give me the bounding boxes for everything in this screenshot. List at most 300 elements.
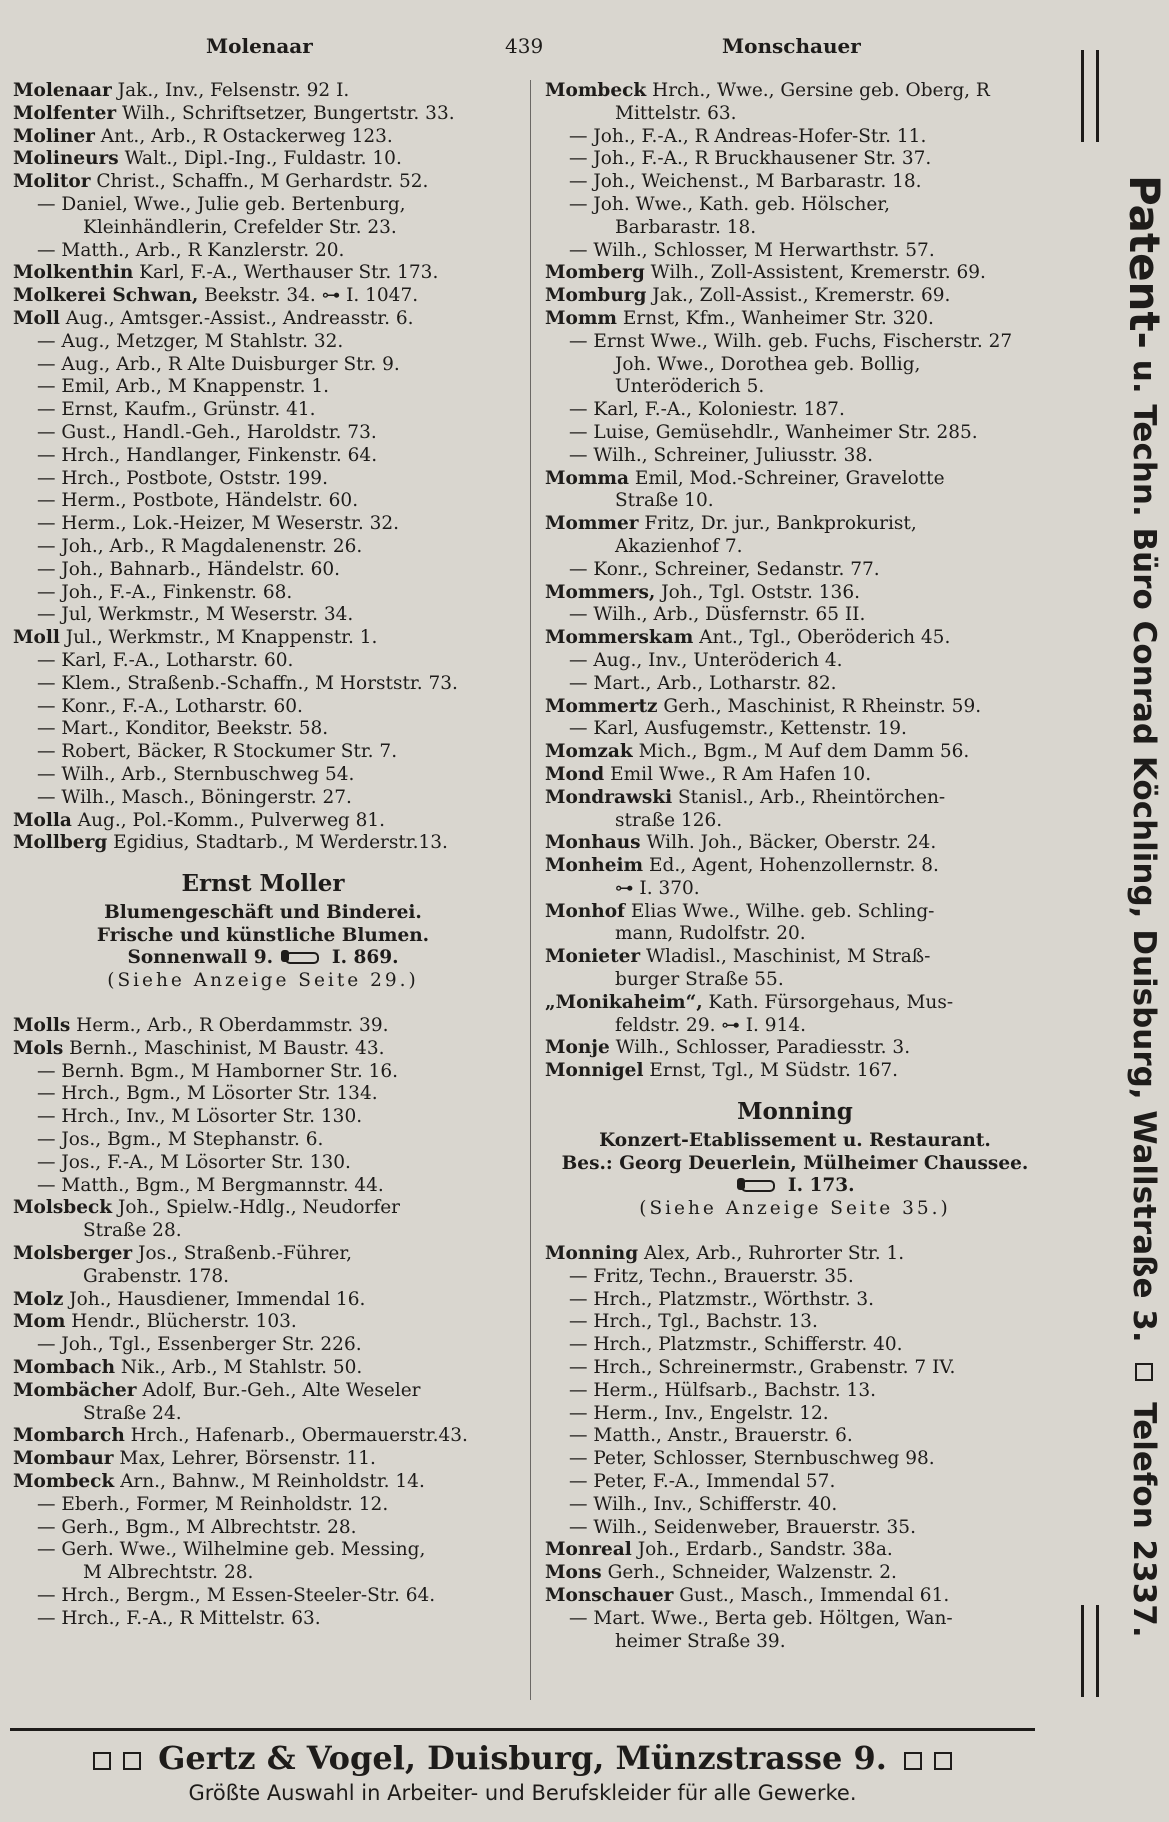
entry-details: Bernh., Maschinist, M Baustr. 43. (63, 1037, 385, 1059)
spacer (545, 1221, 1045, 1243)
directory-entry (545, 810, 1045, 833)
ad-address: Sonnenwall 9. (127, 947, 274, 969)
directory-entry (545, 1539, 1045, 1562)
entry-details: Straße 28. (83, 1220, 182, 1242)
side-advertisement (1070, 50, 1169, 1700)
entry-details: — Wilh., Arb., Sternbuschweg 54. (37, 763, 355, 785)
directory-entry (13, 1585, 513, 1608)
telephone-icon (741, 1180, 775, 1192)
directory-entry (13, 559, 513, 582)
directory-entry (13, 1494, 513, 1517)
entry-details: — Matth., Anstr., Brauerstr. 6. (569, 1425, 853, 1447)
directory-entry (13, 194, 513, 217)
entry-surname: Molineurs (13, 148, 119, 170)
directory-entry (13, 1243, 513, 1266)
directory-entry (13, 240, 513, 263)
entry-details: — Hrch., Inv., M Lösorter Str. 130. (37, 1106, 363, 1128)
entry-details: — Matth., Arb., R Kanzlerstr. 20. (37, 239, 345, 261)
ad-line (13, 947, 513, 970)
header-right-keyword: Monschauer (722, 34, 861, 58)
entry-surname: Mombarch (13, 1425, 125, 1447)
ad-line: Blumengeschäft und Binderei. (104, 901, 422, 923)
footer-rule (10, 1728, 1035, 1731)
directory-entry (13, 650, 513, 673)
entry-details: ⊶ I. 370. (615, 877, 700, 899)
entry-surname: Mombeck (545, 80, 647, 101)
directory-entry (545, 1631, 1045, 1654)
directory-entry (545, 1289, 1045, 1312)
directory-entry (545, 992, 1045, 1015)
entry-details: Nik., Arb., M Stahlstr. 50. (115, 1357, 363, 1379)
entry-details: Egidius, Stadtarb., M Werderstr.13. (107, 832, 448, 854)
entry-details: — Jos., Bgm., M Stephanstr. 6. (37, 1129, 324, 1151)
entry-details: Hendr., Blücherstr. 103. (65, 1311, 297, 1333)
entry-details: Alex, Arb., Ruhrorter Str. 1. (638, 1243, 905, 1265)
entry-surname: Monje (545, 1037, 610, 1059)
directory-entry (545, 1060, 1045, 1083)
directory-entry (545, 1266, 1045, 1289)
entry-details: — Ernst, Kaufm., Grünstr. 41. (37, 399, 316, 421)
entry-surname: Molitor (13, 171, 91, 193)
entry-details: — Hrch., Postbote, Oststr. 199. (37, 467, 328, 489)
entry-details: — Hrch., Handlanger, Finkenstr. 64. (37, 444, 378, 466)
directory-entry (13, 1175, 513, 1198)
entry-surname: Monheim (545, 855, 644, 877)
entry-surname: Moll (13, 307, 60, 329)
entry-details: — Daniel, Wwe., Julie geb. Bertenburg, (37, 193, 406, 215)
directory-entry (545, 787, 1045, 810)
directory-entry (13, 582, 513, 605)
side-ad-word: u. Techn. Büro Conrad Köchling, Duisburg, (1126, 348, 1162, 1111)
entry-details: Aug., Pol.-Komm., Pulverweg 81. (71, 809, 386, 831)
directory-entry (13, 1357, 513, 1380)
directory-entry (545, 80, 1045, 103)
directory-entry (13, 1334, 513, 1357)
entry-details: Elias Wwe., Wilhe. geb. Schling- (625, 900, 935, 922)
directory-entry (13, 1015, 513, 1038)
entry-details: Stanisl., Arb., Rheintörchen- (672, 786, 946, 808)
entry-surname: Monning (545, 1243, 639, 1265)
entry-details: Kath. Fürsorgehaus, Mus- (702, 991, 954, 1013)
right-column (545, 80, 1045, 1653)
entry-details: Ant., Arb., R Ostackerweg 123. (94, 125, 393, 147)
entry-details: — Herm., Inv., Engelstr. 12. (569, 1402, 829, 1424)
entry-details: Wilh., Schlosser, Paradiesstr. 3. (609, 1037, 911, 1059)
entry-details: Joh., Spielw.-Hdlg., Neudorfer (112, 1197, 401, 1219)
entry-details: Joh. Wwe., Dorothea geb. Bollig, (615, 353, 921, 375)
directory-entry (13, 1038, 513, 1061)
entry-details: — Konr., F.-A., Lotharstr. 60. (37, 695, 303, 717)
directory-entry (545, 627, 1045, 650)
entry-surname: Momburg (545, 285, 647, 307)
directory-entry (545, 741, 1045, 764)
entry-surname: „Monikaheim“, (545, 991, 703, 1013)
entry-details: Joh., Hausdiener, Immendal 16. (63, 1288, 366, 1310)
directory-entry (13, 1129, 513, 1152)
entry-details: Gust., Masch., Immendal 61. (673, 1585, 950, 1606)
entry-details: heimer Straße 39. (615, 1630, 786, 1652)
directory-entry (13, 696, 513, 719)
entry-details: Arn., Bahnw., M Reinholdstr. 14. (114, 1471, 425, 1493)
entry-details: Emil Wwe., R Am Hafen 10. (604, 763, 872, 785)
ad-reference: (Siehe Anzeige Seite 29.) (107, 970, 419, 992)
directory-entry (13, 1517, 513, 1540)
directory-entry (13, 604, 513, 627)
entry-details: — Joh., F.-A., R Andreas-Hofer-Str. 11. (569, 125, 927, 147)
entry-details: — Hrch., F.-A., R Mittelstr. 63. (37, 1607, 321, 1629)
directory-entry (13, 468, 513, 491)
directory-entry (13, 718, 513, 741)
directory-entry (545, 1243, 1045, 1266)
directory-entry (545, 1562, 1045, 1585)
entry-details: Fritz, Dr. jur., Bankprokurist, (638, 513, 917, 535)
entry-details: Straße 10. (615, 490, 714, 512)
entry-details: Jul., Werkmstr., M Knappenstr. 1. (59, 627, 378, 649)
entry-surname: Mollberg (13, 832, 108, 854)
header-left-keyword: Molenaar (206, 34, 313, 58)
decor-bars (1081, 1605, 1099, 1697)
entry-surname: Molkerei Schwan, (13, 285, 199, 307)
entry-surname: Monieter (545, 946, 641, 968)
entry-surname: Monschauer (545, 1585, 674, 1606)
directory-entry (13, 1608, 513, 1631)
directory-entry (13, 1403, 513, 1426)
directory-entry (13, 627, 513, 650)
directory-entry (13, 308, 513, 331)
ad-line: Frische und künstliche Blumen. (96, 924, 430, 946)
entry-details: — Aug., Inv., Unteröderich 4. (569, 649, 843, 671)
directory-entry (13, 331, 513, 354)
entry-details: Straße 24. (83, 1402, 182, 1424)
directory-entry (13, 1471, 513, 1494)
directory-entry (13, 80, 513, 103)
entry-surname: Mond (545, 763, 605, 785)
directory-entry (545, 262, 1045, 285)
directory-entry (545, 331, 1045, 354)
directory-entry (13, 810, 513, 833)
directory-entry (13, 285, 513, 308)
entry-details: Jak., Zoll-Assist., Kremerstr. 69. (646, 285, 951, 307)
entry-details: — Hrch., Schreinermstr., Grabenstr. 7 IV. (569, 1357, 956, 1379)
directory-entry (13, 1311, 513, 1334)
directory-entry (545, 354, 1045, 377)
directory-entry (545, 1425, 1045, 1448)
entry-details: — Gerh., Bgm., M Albrechtstr. 28. (37, 1516, 357, 1538)
entry-surname: Molsbeck (13, 1197, 113, 1219)
entry-surname: Molsberger (13, 1243, 133, 1265)
directory-entry (545, 399, 1045, 422)
entry-surname: Monhaus (545, 832, 641, 854)
ad-reference: (Siehe Anzeige Seite 35.) (639, 1198, 951, 1220)
right-entries (545, 80, 1045, 1083)
entry-details: Joh., Tgl. Oststr. 136. (655, 581, 860, 603)
directory-entry (545, 1448, 1045, 1471)
page-number: 439 (505, 34, 544, 58)
directory-entry (545, 513, 1045, 536)
directory-entry (13, 217, 513, 240)
directory-entry (545, 855, 1045, 878)
directory-entry (13, 1197, 513, 1220)
entry-details: Grabenstr. 178. (83, 1265, 230, 1287)
directory-entry (545, 217, 1045, 240)
entry-surname: Momberg (545, 262, 645, 284)
square-ornament-icon (934, 1752, 952, 1770)
entry-details: — Herm., Lok.-Heizer, M Weserstr. 32. (37, 513, 400, 535)
directory-entry (545, 764, 1045, 787)
entry-details: Max, Lehrer, Börsenstr. 11. (113, 1448, 376, 1470)
directory-entry (13, 536, 513, 559)
directory-entry (13, 1152, 513, 1175)
entry-details: Akazienhof 7. (615, 535, 743, 557)
entry-details: Karl, F.-A., Werthauser Str. 173. (133, 262, 439, 284)
directory-entry (545, 126, 1045, 149)
entry-details: Hrch., Hafenarb., Obermauerstr.43. (124, 1425, 468, 1447)
side-ad-text (1120, 175, 1169, 1638)
entry-details: Emil, Mod.-Schreiner, Gravelotte (628, 467, 945, 489)
directory-entry (13, 262, 513, 285)
directory-entry (545, 308, 1045, 331)
entry-surname: Mombächer (13, 1379, 137, 1401)
right-entries-2 (545, 1243, 1045, 1653)
entry-details: Mittelstr. 63. (615, 102, 737, 124)
directory-entry (13, 832, 513, 855)
directory-entry (13, 490, 513, 513)
entry-details: mann, Rudolfstr. 20. (615, 923, 806, 945)
directory-entry (545, 832, 1045, 855)
directory-entry (13, 1220, 513, 1243)
directory-entry (13, 103, 513, 126)
entry-surname: Molfenter (13, 102, 117, 124)
directory-entry (13, 445, 513, 468)
entry-details: — Hrch., Bergm., M Essen-Steeler-Str. 64. (37, 1585, 436, 1606)
entry-details: — Joh., Weichenst., M Barbarastr. 18. (569, 171, 922, 193)
ad-title: Ernst Moller (181, 870, 345, 898)
entry-details: — Klem., Straßenb.-Schaffn., M Horststr. 73. (37, 672, 458, 694)
directory-entry (13, 171, 513, 194)
entry-surname: Momzak (545, 741, 633, 763)
directory-entry (545, 1403, 1045, 1426)
entry-details: Jak., Inv., Felsenstr. 92 I. (111, 80, 350, 101)
directory-entry (545, 422, 1045, 445)
directory-entry (545, 1334, 1045, 1357)
entry-details: Hrch., Wwe., Gersine geb. Oberg, R (646, 80, 990, 101)
ad-line: Konzert-Etablissement u. Restaurant. (599, 1129, 991, 1151)
directory-entry (13, 1106, 513, 1129)
ad-phone: I. 869. (331, 947, 399, 969)
directory-entry (545, 240, 1045, 263)
entry-surname: Monnigel (545, 1060, 644, 1082)
directory-entry (545, 1517, 1045, 1540)
directory-entry (545, 536, 1045, 559)
directory-entry (545, 1585, 1045, 1608)
entry-details: Unteröderich 5. (615, 376, 765, 398)
entry-surname: Molz (13, 1288, 64, 1310)
entry-details: — Mart. Wwe., Berta geb. Höltgen, Wan- (569, 1607, 953, 1629)
entry-surname: Mom (13, 1311, 66, 1333)
entry-details: — Hrch., Platzmstr., Schifferstr. 40. (569, 1334, 903, 1356)
telephone-icon (285, 952, 319, 964)
directory-entry (13, 1539, 513, 1562)
entry-details: — Mart., Arb., Lotharstr. 82. (569, 672, 837, 694)
directory-entry (13, 422, 513, 445)
entry-details: feldstr. 29. ⊶ I. 914. (615, 1014, 806, 1036)
directory-entry (545, 923, 1045, 946)
directory-entry (545, 559, 1045, 582)
footer-advertisement (10, 1728, 1035, 1805)
footer-tagline: Größte Auswahl in Arbeiter- und Berufskleider für alle Gewerke. (188, 1781, 857, 1805)
entry-details: Kleinhändlerin, Crefelder Str. 23. (83, 216, 397, 238)
entry-details: Aug., Amtsger.-Assist., Andreasstr. 6. (59, 307, 414, 329)
directory-entry (545, 468, 1045, 491)
directory-entry (13, 673, 513, 696)
directory-entry (13, 354, 513, 377)
left-entries-2 (13, 1015, 513, 1631)
directory-entry (545, 946, 1045, 969)
directory-entry (545, 1357, 1045, 1380)
entry-details: Wilh., Schriftsetzer, Bungertstr. 33. (116, 102, 455, 124)
entry-details: — Aug., Arb., R Alte Duisburger Str. 9. (37, 353, 400, 375)
directory-entry (545, 878, 1045, 901)
entry-surname: Mombach (13, 1357, 116, 1379)
square-ornament-icon (904, 1752, 922, 1770)
directory-entry (545, 1311, 1045, 1334)
entry-details: Jos., Straßenb.-Führer, (132, 1243, 353, 1265)
entry-details: Barbarastr. 18. (615, 216, 757, 238)
directory-entry (13, 1562, 513, 1585)
directory-entry (13, 148, 513, 171)
directory-entry (545, 1608, 1045, 1631)
directory-entry (545, 171, 1045, 194)
entry-details: Wladisl., Maschinist, M Straß- (640, 946, 931, 968)
side-ad-word: Patent- (1120, 175, 1169, 349)
entry-details: Beekstr. 34. ⊶ I. 1047. (198, 285, 419, 307)
directory-entry (13, 376, 513, 399)
entry-details: Ant., Tgl., Oberöderich 45. (693, 627, 951, 649)
entry-details: — Matth., Bgm., M Bergmannstr. 44. (37, 1174, 384, 1196)
entry-surname: Moll (13, 627, 60, 649)
directory-entry (13, 1083, 513, 1106)
entry-surname: Mombeck (13, 1471, 115, 1493)
entry-surname: Molla (13, 809, 72, 831)
entry-details: — Wilh., Arb., Düsfernstr. 65 II. (569, 604, 866, 626)
entry-details: — Hrch., Tgl., Bachstr. 13. (569, 1311, 818, 1333)
directory-entry (545, 718, 1045, 741)
entry-details: — Mart., Konditor, Beekstr. 58. (37, 718, 329, 740)
directory-entry (13, 1448, 513, 1471)
directory-entry (13, 741, 513, 764)
entry-details: — Peter, Schlosser, Sternbuschweg 98. (569, 1448, 935, 1470)
entry-details: — Aug., Metzger, M Stahlstr. 32. (37, 330, 344, 352)
entry-surname: Mons (545, 1562, 602, 1584)
directory-entry (545, 582, 1045, 605)
ad-title: Monning (737, 1098, 853, 1126)
entry-details: — Ernst Wwe., Wilh. geb. Fuchs, Fischerstr. 27 (569, 330, 1013, 352)
entry-details: — Joh., Tgl., Essenberger Str. 226. (37, 1334, 362, 1356)
directory-entry (13, 1289, 513, 1312)
entry-details: burger Straße 55. (615, 969, 784, 991)
directory-entry (545, 148, 1045, 171)
entry-surname: Monreal (545, 1539, 632, 1561)
entry-surname: Monhof (545, 900, 626, 922)
directory-entry (545, 650, 1045, 673)
directory-entry (545, 1037, 1045, 1060)
entry-surname: Molkenthin (13, 262, 134, 284)
square-ornament-icon (123, 1752, 141, 1770)
entry-details: Herm., Arb., R Oberdammstr. 39. (70, 1015, 389, 1037)
entry-details: Gerh., Maschinist, R Rheinstr. 59. (657, 695, 982, 717)
entry-details: Adolf, Bur.-Geh., Alte Weseler (136, 1379, 421, 1401)
directory-entry (545, 490, 1045, 513)
entry-surname: Mombaur (13, 1448, 114, 1470)
directory-entry (13, 1380, 513, 1403)
entry-details: — Wilh., Masch., Böningerstr. 27. (37, 786, 352, 808)
directory-entry (13, 513, 513, 536)
entry-details: — Konr., Schreiner, Sedanstr. 77. (569, 558, 880, 580)
footer-company: Gertz & Vogel, Duisburg, Münzstrasse 9. (158, 1739, 887, 1777)
directory-entry (545, 1494, 1045, 1517)
decor-bars (1081, 50, 1099, 142)
entry-surname: Mols (13, 1037, 64, 1059)
entry-details: — Robert, Bäcker, R Stockumer Str. 7. (37, 741, 398, 763)
directory-entry (545, 673, 1045, 696)
directory-entry (545, 445, 1045, 468)
square-ornament-icon (93, 1752, 111, 1770)
entry-details: — Wilh., Schreiner, Juliusstr. 38. (569, 444, 874, 466)
directory-entry (545, 604, 1045, 627)
entry-details: — Jul, Werkmstr., M Weserstr. 34. (37, 604, 354, 626)
entry-details: — Eberh., Former, M Reinholdstr. 12. (37, 1493, 389, 1515)
entry-details: — Wilh., Schlosser, M Herwarthstr. 57. (569, 239, 935, 261)
entry-surname: Mommerskam (545, 627, 694, 649)
ad-monning (545, 1098, 1045, 1221)
entry-details: — Karl, Ausfugemstr., Kettenstr. 19. (569, 718, 907, 740)
entry-details: — Herm., Postbote, Händelstr. 60. (37, 490, 359, 512)
entry-details: — Jos., F.-A., M Lösorter Str. 130. (37, 1151, 351, 1173)
spacer (13, 993, 513, 1015)
entry-details: Joh., Erdarb., Sandstr. 38a. (631, 1539, 893, 1561)
entry-details: — Gerh. Wwe., Wilhelmine geb. Messing, (37, 1539, 426, 1561)
entry-surname: Momm (545, 307, 617, 329)
entry-surname: Molenaar (13, 80, 112, 101)
entry-details: — Joh., F.-A., Finkenstr. 68. (37, 581, 293, 603)
directory-entry (545, 376, 1045, 399)
directory-entry (545, 285, 1045, 308)
ad-phone: I. 173. (787, 1175, 855, 1197)
footer-main (10, 1739, 1035, 1777)
directory-entry (545, 901, 1045, 924)
directory-entry (13, 126, 513, 149)
ad-line (545, 1175, 1045, 1198)
entry-details: Wilh. Joh., Bäcker, Oberstr. 24. (640, 832, 937, 854)
entry-details: — Joh. Wwe., Kath. geb. Hölscher, (569, 193, 891, 215)
entry-details: — Bernh. Bgm., M Hamborner Str. 16. (37, 1060, 399, 1082)
entry-details: Christ., Schaffn., M Gerhardstr. 52. (90, 171, 429, 193)
entry-details: — Karl, F.-A., Koloniestr. 187. (569, 399, 845, 421)
ad-line: Bes.: Georg Deuerlein, Mülheimer Chaussee. (561, 1152, 1029, 1174)
entry-surname: Moliner (13, 125, 95, 147)
side-ad-phone: Telefon 2337. (1126, 1402, 1162, 1638)
directory-entry (13, 1266, 513, 1289)
entry-details: — Herm., Hülfsarb., Bachstr. 13. (569, 1379, 876, 1401)
directory-entry (13, 1425, 513, 1448)
entry-surname: Mommers, (545, 581, 656, 603)
directory-entry (13, 1061, 513, 1084)
entry-surname: Mondrawski (545, 786, 673, 808)
left-entries (13, 80, 513, 855)
directory-entry (13, 787, 513, 810)
entry-details: Ernst, Tgl., M Südstr. 167. (643, 1060, 899, 1082)
entry-details: — Emil, Arb., M Knappenstr. 1. (37, 376, 329, 398)
